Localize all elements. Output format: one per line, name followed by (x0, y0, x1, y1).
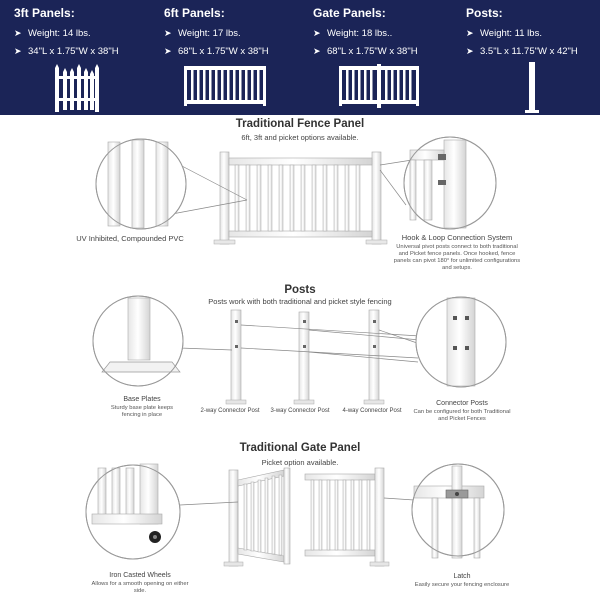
posts-section-title: Posts (284, 284, 316, 296)
spec-dims-text: 34"L x 1.75"W x 38"H (28, 45, 119, 57)
latch-caption-title: Latch (453, 573, 471, 580)
fence-section-title: Traditional Fence Panel (235, 118, 365, 130)
hook-loop-zoom-circle (380, 137, 496, 229)
arrow-icon: ➤ (14, 45, 22, 56)
hook-loop-caption-title: Hook & Loop Connection System (401, 233, 513, 242)
arrow-icon: ➤ (164, 27, 172, 38)
spec-title: 3ft Panels: (14, 6, 75, 20)
arrow-icon: ➤ (313, 45, 321, 56)
gate-section-title: Traditional Gate Panel (239, 442, 361, 454)
arrow-icon: ➤ (14, 27, 22, 38)
arrow-icon: ➤ (313, 27, 321, 38)
uv-pvc-caption: UV Inhibited, Compounded PVC (76, 234, 184, 243)
spec-title: Posts: (466, 6, 503, 20)
hook-loop-caption-body: Universal pivot posts connect to both traditional and Picket fence panels. Once hooked, fence panels can pivot 180° for unlimited configurations and setups. (393, 243, 521, 272)
gate-panel-drawing (224, 468, 389, 566)
spec-title: Gate Panels: (313, 6, 386, 20)
spec-dims-text: 3.5"L x 11.75"W x 42"H (480, 45, 578, 57)
spec-weight-text: Weight: 18 lbs.. (327, 27, 393, 39)
arrow-icon: ➤ (466, 45, 474, 56)
spec-weight-text: Weight: 17 lbs. (178, 27, 241, 39)
post-label-4way: 4-way Connector Post (342, 408, 402, 414)
connector-posts-caption-body: Can be configured for both Traditional and Picket Fences (413, 408, 511, 422)
wheel-zoom-circle (86, 464, 238, 559)
wheels-caption-body: Allows for a smooth opening on either side. (91, 580, 189, 594)
fence-panel-drawing (214, 152, 387, 244)
spec-title: 6ft Panels: (164, 6, 225, 20)
arrow-icon: ➤ (164, 45, 172, 56)
base-plate-zoom-circle (93, 296, 232, 386)
gate-section-subtitle: Picket option available. (261, 458, 339, 467)
wheels-caption-title: Iron Casted Wheels (109, 572, 171, 579)
arrow-icon: ➤ (466, 27, 474, 38)
base-plates-caption-body: Sturdy base plate keeps fencing in place (110, 404, 174, 418)
base-plates-caption-title: Base Plates (123, 396, 161, 403)
spec-dims-text: 68"L x 1.75"W x 38"H (178, 45, 269, 57)
spec-weight-text: Weight: 11 lbs. (480, 27, 542, 39)
latch-caption-body: Easily secure your fencing enclosure (414, 581, 510, 588)
fence-section-subtitle: 6ft, 3ft and picket options available. (241, 133, 359, 142)
connector-posts-caption-title: Connector Posts (436, 400, 488, 407)
posts-section-subtitle: Posts work with both traditional and picket style fencing (208, 297, 392, 306)
post-label-2way: 2-way Connector Post (200, 408, 260, 414)
spec-dims-text: 68"L x 1.75"W x 38"H (327, 45, 418, 57)
spec-weight-text: Weight: 14 lbs. (28, 27, 91, 39)
post-label-3way: 3-way Connector Post (270, 408, 330, 414)
latch-zoom-circle (384, 464, 504, 558)
